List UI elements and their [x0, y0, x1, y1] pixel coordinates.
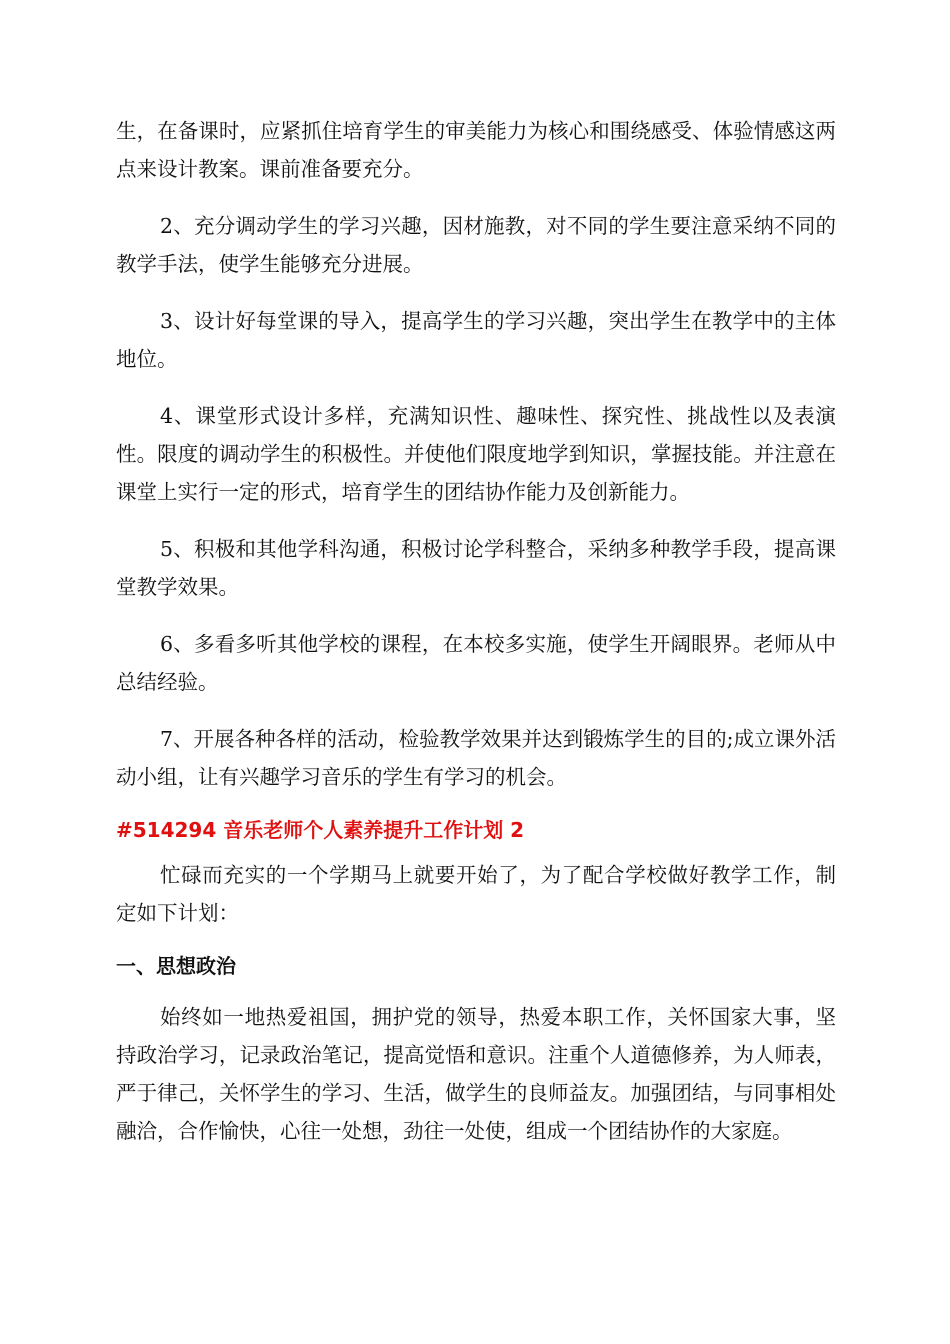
section-body-paragraph: 始终如一地热爱祖国，拥护党的领导，热爱本职工作，关怀国家大事，坚持政治学习，记录政治笔记，提高觉悟和意识。注重个人道德修养，为人师表，严于律己，关怀学生的学习、生活，做学生的良师益友。加强团结，与同事相处融洽，合作愉快，心往一处想，劲往一处使，组成一个团结协作的大家庭。 — [116, 1005, 836, 1143]
list-item-4: 4、课堂形式设计多样，充满知识性、趣味性、探究性、挑战性以及表演性。限度的调动学生的积极性。并使他们限度地学到知识，掌握技能。并注意在课堂上实行一定的形式，培育学生的团结协作能力及创新能力。 — [116, 404, 836, 504]
list-item-2: 2、充分调动学生的学习兴趣，因材施教，对不同的学生要注意采纳不同的教学手法，使学生能够充分进展。 — [116, 214, 836, 276]
list-item-5: 5、积极和其他学科沟通，积极讨论学科整合，采纳多种教学手段，提高课堂教学效果。 — [116, 537, 836, 599]
document-title-heading: #514294 音乐老师个人素养提升工作计划 2 — [116, 818, 525, 842]
document-page — [116, 112, 836, 1169]
intro-paragraph: 忙碌而充实的一个学期马上就要开始了，为了配合学校做好教学工作，制定如下计划： — [116, 863, 836, 925]
section-heading: 一、思想政治 — [116, 954, 236, 978]
paragraph-continued: 生，在备课时，应紧抓住培育学生的审美能力为核心和围绕感受、体验情感这两点来设计教案。课前准备要充分。 — [116, 119, 836, 181]
list-item-6: 6、多看多听其他学校的课程，在本校多实施，使学生开阔眼界。老师从中总结经验。 — [116, 632, 836, 694]
list-item-7: 7、开展各种各样的活动，检验教学效果并达到锻炼学生的目的;成立课外活动小组，让有兴趣学习音乐的学生有学习的机会。 — [116, 727, 836, 789]
list-item-3: 3、设计好每堂课的导入，提高学生的学习兴趣，突出学生在教学中的主体地位。 — [116, 309, 836, 371]
